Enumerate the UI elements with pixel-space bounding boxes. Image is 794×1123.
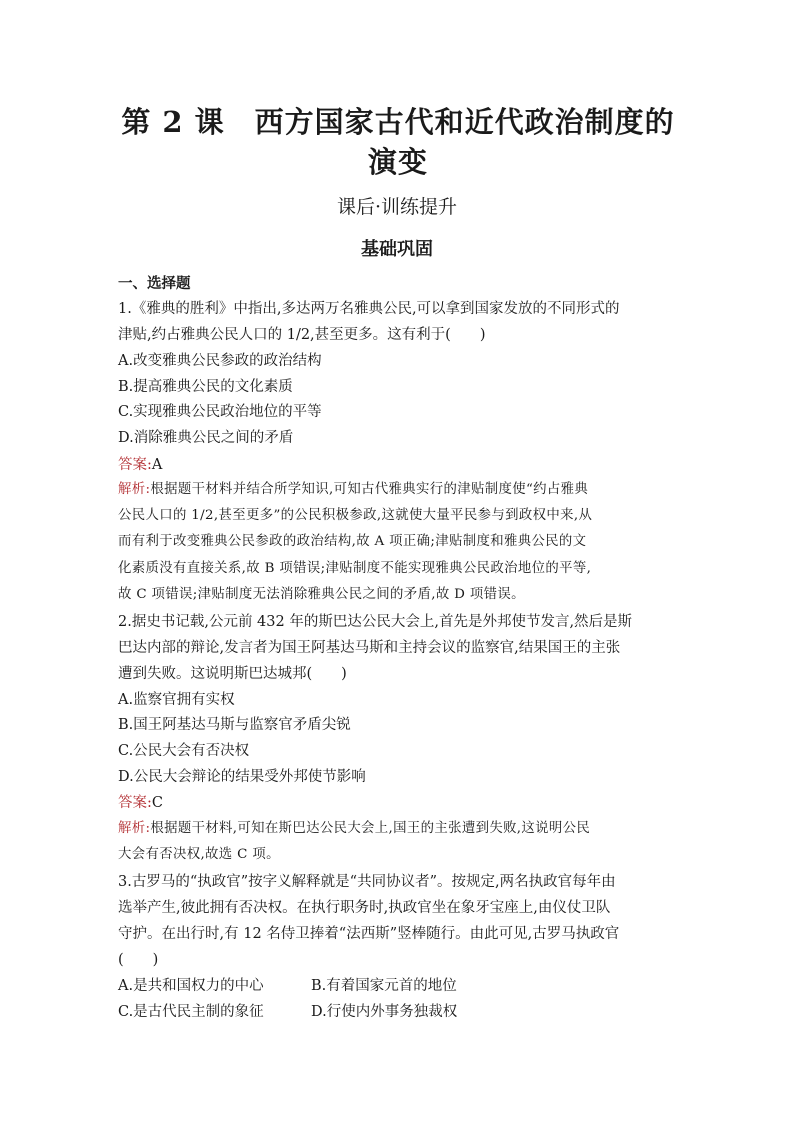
answer-label: 答案: — [118, 795, 152, 811]
question-2-option-d: D.公民大会辩论的结果受外邦使节影响 — [118, 769, 366, 785]
question-1-explanation — [118, 480, 588, 500]
question-1-option-b: B.提高雅典公民的文化素质 — [118, 379, 293, 395]
question-1-explanation: 化素质没有直接关系,故 B 项错误;津贴制度不能实现雅典公民政治地位的平等, — [118, 561, 592, 576]
explanation-text: 根据题干材料并结合所学知识,可知古代雅典实行的津贴制度使“约占雅典 — [150, 482, 589, 497]
subtitle: 课后·训练提升 — [336, 196, 458, 218]
question-2-option-b: B.国王阿基达马斯与监察官矛盾尖锐 — [118, 717, 351, 733]
question-2-stem: 2.据史书记载,公元前 432 年的斯巴达公民大会上,首先是外邦使节发言,然后是斯 — [118, 614, 633, 630]
lesson-title: 第 2 课 西方国家古代和近代政治制度的 — [121, 105, 675, 139]
question-2-stem: 遭到失败。这说明斯巴达城邦( ) — [118, 666, 347, 682]
question-2-option-c: C.公民大会有否决权 — [118, 743, 250, 759]
question-1-option-a: A.改变雅典公民参政的政治结构 — [118, 353, 322, 369]
question-1-option-c: C.实现雅典公民政治地位的平等 — [118, 404, 322, 420]
lesson-title-continued: 演变 — [367, 145, 428, 179]
question-2-explanation — [118, 819, 590, 839]
answer-label: 答案: — [118, 457, 152, 473]
question-3-stem: ( ) — [118, 952, 159, 968]
question-1-stem: 津贴,约占雅典公民人口的 1/2,甚至更多。这有利于( ) — [118, 327, 486, 343]
question-2-answer — [118, 793, 163, 813]
question-1-explanation: 故 C 项错误;津贴制度无法消除雅典公民之间的矛盾,故 D 项错误。 — [118, 587, 525, 602]
answer-value: A — [151, 457, 163, 473]
question-1-stem: 1.《雅典的胜利》中指出,多达两万名雅典公民,可以拿到国家发放的不同形式的 — [118, 301, 620, 317]
question-3-option-d: D.行使内外事务独裁权 — [311, 1004, 458, 1020]
question-3-option-c: C.是古代民主制的象征 — [118, 1004, 264, 1020]
question-3-stem: 3.古罗马的“执政官”按字义解释就是“共同协议者”。按规定,两名执政官每年由 — [118, 874, 616, 890]
answer-value: C — [151, 795, 163, 811]
question-3-option-a: A.是共和国权力的中心 — [118, 978, 264, 994]
question-3-option-b: B.有着国家元首的地位 — [311, 978, 457, 994]
question-3-stem: 选举产生,彼此拥有否决权。在执行职务时,执政官坐在象牙宝座上,由仪仗卫队 — [118, 900, 611, 916]
section-heading: 基础巩固 — [361, 239, 433, 260]
question-1-option-d: D.消除雅典公民之间的矛盾 — [118, 430, 294, 446]
question-1-answer — [118, 455, 162, 475]
explanation-text: 根据题干材料,可知在斯巴达公民大会上,国王的主张遭到失败,这说明公民 — [150, 821, 591, 836]
question-1-explanation: 而有利于改变雅典公民参政的政治结构,故 A 项正确;津贴制度和雅典公民的文 — [118, 534, 587, 549]
question-3-stem: 守护。在出行时,有 12 名侍卫捧着“法西斯”竖棒随行。由此可见,古罗马执政官 — [118, 926, 620, 942]
question-2-stem: 巴达内部的辩论,发言者为国王阿基达马斯和主持会议的监察官,结果国王的主张 — [118, 640, 621, 656]
explanation-label: 解析: — [118, 821, 151, 836]
question-2-option-a: A.监察官拥有实权 — [118, 692, 235, 708]
explanation-label: 解析: — [118, 482, 151, 497]
question-2-explanation: 大会有否决权,故选 C 项。 — [118, 847, 280, 862]
part-heading: 一、选择题 — [118, 275, 191, 292]
question-1-explanation: 公民人口的 1/2,甚至更多”的公民积极参政,这就使大量平民参与到政权中来,从 — [118, 508, 593, 523]
